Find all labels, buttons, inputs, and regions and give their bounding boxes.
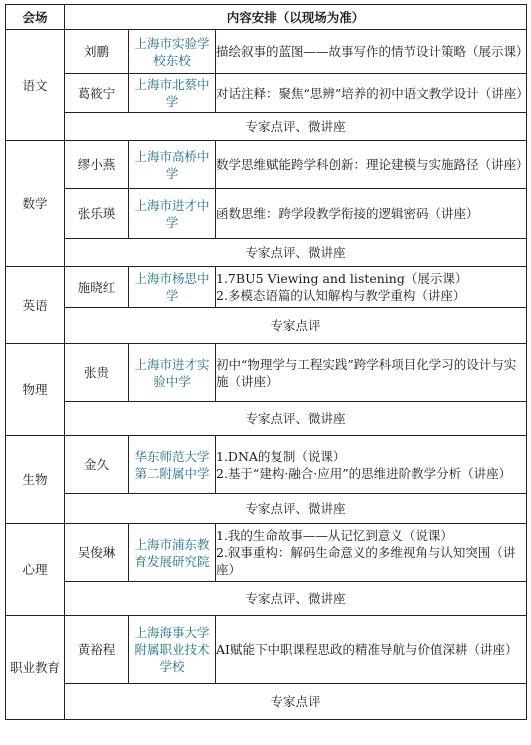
session-content: AI赋能下中职课程思政的精准导航与价值深耕（讲座） bbox=[216, 616, 527, 684]
venue-header: 会场 bbox=[6, 5, 65, 30]
school-name: 华东师范大学第二附属中学 bbox=[129, 436, 216, 494]
venue-cell: 职业教育 bbox=[6, 616, 65, 720]
session-row bbox=[6, 141, 527, 189]
venue-cell: 生物 bbox=[6, 436, 65, 524]
session-row bbox=[6, 524, 527, 582]
teacher-name: 葛筱宁 bbox=[65, 74, 129, 113]
review-row bbox=[6, 582, 527, 616]
school-name: 上海市高桥中学 bbox=[129, 141, 216, 189]
teacher-name: 金久 bbox=[65, 436, 129, 494]
header-row bbox=[6, 5, 527, 30]
session-content: 1.我的生命故事——从记忆到意义（说课） 2.叙事重构：解码生命意义的多维视角与认知突围（讲座） bbox=[216, 524, 527, 582]
session-content: 描绘叙事的蓝图——故事写作的情节设计策略（展示课） bbox=[216, 30, 527, 74]
review-row bbox=[6, 239, 527, 267]
session-row bbox=[6, 344, 527, 402]
teacher-name: 缪小燕 bbox=[65, 141, 129, 189]
teacher-name: 张乐瑛 bbox=[65, 189, 129, 239]
school-name: 上海市进才实验中学 bbox=[129, 344, 216, 402]
session-content: 1.7BU5 Viewing and listening（展示课） 2.多模态语篇的认知解构与教学重构（讲座） bbox=[216, 267, 527, 308]
venue-cell: 数学 bbox=[6, 141, 65, 267]
expert-review: 专家点评、微讲座 bbox=[65, 582, 527, 616]
expert-review: 专家点评 bbox=[65, 684, 527, 720]
expert-review: 专家点评 bbox=[65, 308, 527, 344]
school-name: 上海市进才中学 bbox=[129, 189, 216, 239]
content-header: 内容安排（以现场为准） bbox=[65, 5, 527, 30]
session-row bbox=[6, 616, 527, 684]
review-row bbox=[6, 308, 527, 344]
session-content: 对话注释：聚焦“思辨”培养的初中语文教学设计（讲座） bbox=[216, 74, 527, 113]
school-name: 上海海事大学附属职业技术学校 bbox=[129, 616, 216, 684]
venue-cell: 英语 bbox=[6, 267, 65, 344]
session-content: 1.DNA的复制（说课） 2.基于“建构·融合·应用”的思维进阶教学分析（讲座） bbox=[216, 436, 527, 494]
review-row bbox=[6, 113, 527, 141]
school-name: 上海市浦东教育发展研究院 bbox=[129, 524, 216, 582]
school-name: 上海市北蔡中学 bbox=[129, 74, 216, 113]
teacher-name: 张贵 bbox=[65, 344, 129, 402]
session-row bbox=[6, 74, 527, 113]
session-row bbox=[6, 30, 527, 74]
session-row bbox=[6, 436, 527, 494]
teacher-name: 施晓红 bbox=[65, 267, 129, 308]
session-content: 数学思维赋能跨学科创新：理论建模与实施路径（讲座） bbox=[216, 141, 527, 189]
teacher-name: 吴俊琳 bbox=[65, 524, 129, 582]
venue-cell: 语文 bbox=[6, 30, 65, 141]
expert-review: 专家点评、微讲座 bbox=[65, 113, 527, 141]
schedule-table bbox=[5, 4, 527, 720]
expert-review: 专家点评、微讲座 bbox=[65, 402, 527, 436]
expert-review: 专家点评、微讲座 bbox=[65, 494, 527, 524]
review-row bbox=[6, 684, 527, 720]
session-row bbox=[6, 189, 527, 239]
teacher-name: 黄裕程 bbox=[65, 616, 129, 684]
review-row bbox=[6, 494, 527, 524]
venue-cell: 物理 bbox=[6, 344, 65, 436]
session-row bbox=[6, 267, 527, 308]
venue-cell: 心理 bbox=[6, 524, 65, 616]
expert-review: 专家点评、微讲座 bbox=[65, 239, 527, 267]
teacher-name: 刘鹏 bbox=[65, 30, 129, 74]
school-name: 上海市实验学校东校 bbox=[129, 30, 216, 74]
review-row bbox=[6, 402, 527, 436]
session-content: 初中“物理学与工程实践”跨学科项目化学习的设计与实施（讲座） bbox=[216, 344, 527, 402]
school-name: 上海市杨思中学 bbox=[129, 267, 216, 308]
session-content: 函数思维：跨学段教学衔接的逻辑密码（讲座） bbox=[216, 189, 527, 239]
